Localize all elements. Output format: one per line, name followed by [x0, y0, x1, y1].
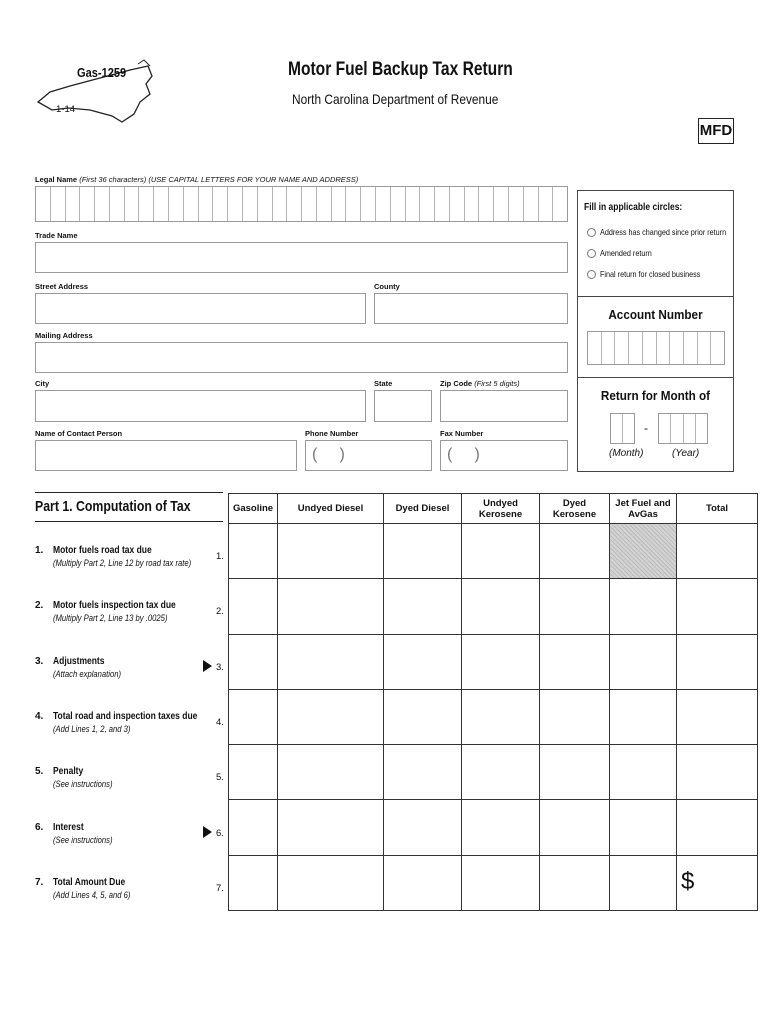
panel-divider-1 — [577, 296, 734, 297]
amended-return-label: Amended return — [600, 248, 652, 258]
legal-name-char-cell[interactable] — [435, 187, 450, 221]
year-digit-cell[interactable] — [684, 414, 696, 443]
account-digit-cell[interactable] — [711, 332, 724, 364]
legal-name-char-cell[interactable] — [376, 187, 391, 221]
col-header-dyed-diesel: Dyed Diesel — [384, 494, 462, 524]
part1-title: Part 1. Computation of Tax — [35, 498, 191, 515]
legal-name-char-cell[interactable] — [406, 187, 421, 221]
year-digit-cell[interactable] — [659, 414, 671, 443]
line-number: 1. — [35, 545, 44, 556]
legal-name-char-cell[interactable] — [465, 187, 480, 221]
line-7-gasoline-cell[interactable] — [229, 855, 278, 910]
line-2-jet-fuel-avgas-cell[interactable] — [610, 579, 677, 634]
line-3-gasoline-cell[interactable] — [229, 634, 278, 689]
year-digit-cell[interactable] — [671, 414, 683, 443]
col-header-undyed-diesel: Undyed Diesel — [278, 494, 384, 524]
line-5-gasoline-cell[interactable] — [229, 745, 278, 800]
city-field[interactable] — [35, 390, 366, 422]
account-number-field[interactable] — [587, 331, 725, 365]
account-digit-cell[interactable] — [698, 332, 712, 364]
month-digit-cell[interactable] — [611, 414, 623, 443]
line-3-jet-fuel-avgas-cell[interactable] — [610, 634, 677, 689]
legal-name-char-cell[interactable] — [332, 187, 347, 221]
account-digit-cell[interactable] — [629, 332, 643, 364]
line-instruction: (Multiply Part 2, Line 13 by .0025) — [53, 613, 168, 624]
month-caption: (Month) — [609, 448, 644, 459]
line-title: Motor fuels inspection tax due — [53, 600, 176, 612]
legal-name-char-cell[interactable] — [346, 187, 361, 221]
line-3-undyed-kerosene-cell[interactable] — [462, 634, 540, 689]
line-instruction: (See instructions) — [53, 779, 113, 790]
address-changed-circle[interactable] — [587, 228, 596, 237]
line-4-undyed-diesel-cell[interactable] — [278, 689, 384, 744]
line-5-undyed-diesel-cell[interactable] — [278, 745, 384, 800]
line-6-dyed-diesel-cell[interactable] — [384, 800, 462, 855]
line-7-total-cell[interactable] — [677, 855, 758, 910]
legal-name-char-cell[interactable] — [95, 187, 110, 221]
tax-grid — [228, 493, 758, 911]
line-6-jet-fuel-avgas-cell[interactable] — [610, 800, 677, 855]
line-title: Total road and inspection taxes due — [53, 710, 198, 722]
part1-title-rule-top — [35, 492, 223, 493]
state-label: State — [374, 379, 393, 388]
line-instruction: (Add Lines 4, 5, and 6) — [53, 889, 131, 900]
trade-name-label: Trade Name — [35, 231, 78, 240]
line-7-ref: 7. — [216, 882, 224, 894]
table-row — [229, 524, 758, 579]
pointer-arrow-icon — [203, 660, 212, 672]
legal-name-char-cell[interactable] — [258, 187, 273, 221]
table-row — [229, 855, 758, 910]
line-instruction: (See instructions) — [53, 834, 113, 845]
line-2-dyed-kerosene-cell[interactable] — [540, 579, 610, 634]
col-header-undyed-kerosene: Undyed Kerosene — [462, 494, 540, 524]
form-code-box — [698, 118, 734, 144]
legal-name-char-cell[interactable] — [66, 187, 81, 221]
table-row — [229, 745, 758, 800]
final-return-circle[interactable] — [587, 270, 596, 279]
line-5-total-cell[interactable] — [677, 745, 758, 800]
line-7-dyed-diesel-cell[interactable] — [384, 855, 462, 910]
agency-name: North Carolina Department of Revenue — [292, 91, 499, 107]
line-2-undyed-diesel-cell[interactable] — [278, 579, 384, 634]
col-header-gasoline: Gasoline — [229, 494, 278, 524]
county-label: County — [374, 282, 400, 291]
year-field[interactable] — [658, 413, 708, 444]
legal-name-char-cell[interactable] — [213, 187, 228, 221]
line-number: 2. — [35, 600, 44, 612]
legal-name-char-cell[interactable] — [479, 187, 494, 221]
legal-name-char-cell[interactable] — [553, 187, 567, 221]
line-instruction: (Multiply Part 2, Line 12 by road tax rate) — [53, 558, 192, 568]
phone-field[interactable] — [305, 440, 432, 471]
line-2-gasoline-cell[interactable] — [229, 579, 278, 634]
line-4-dyed-diesel-cell[interactable] — [384, 689, 462, 744]
line-2-undyed-kerosene-cell[interactable] — [462, 579, 540, 634]
line-4-undyed-kerosene-cell[interactable] — [462, 689, 540, 744]
legal-name-char-cell[interactable] — [302, 187, 317, 221]
line-6-undyed-kerosene-cell[interactable] — [462, 800, 540, 855]
legal-name-char-cell[interactable] — [273, 187, 288, 221]
mailing-address-label: Mailing Address — [35, 331, 93, 340]
contact-name-field[interactable] — [35, 440, 297, 471]
line-4-ref: 4. — [216, 716, 224, 728]
zip-field[interactable] — [440, 390, 568, 422]
legal-name-char-cell[interactable] — [228, 187, 243, 221]
line-1-dyed-kerosene-cell[interactable] — [540, 524, 610, 579]
line-6-dyed-kerosene-cell[interactable] — [540, 800, 610, 855]
line-1-gasoline-cell[interactable] — [229, 524, 278, 579]
legal-name-char-cell[interactable] — [169, 187, 184, 221]
line-instruction: (Add Lines 1, 2, and 3) — [53, 723, 131, 734]
line-4-jet-fuel-avgas-cell[interactable] — [610, 689, 677, 744]
phone-label: Phone Number — [305, 429, 359, 438]
table-row — [229, 800, 758, 855]
line-7-jet-fuel-avgas-cell[interactable] — [610, 855, 677, 910]
line-1-dyed-diesel-cell[interactable] — [384, 524, 462, 579]
line-6-undyed-diesel-cell[interactable] — [278, 800, 384, 855]
account-digit-cell[interactable] — [670, 332, 684, 364]
street-address-label: Street Address — [35, 282, 89, 291]
col-header-dyed-kerosene: Dyed Kerosene — [540, 494, 610, 524]
line-3-undyed-diesel-cell[interactable] — [278, 634, 384, 689]
legal-name-char-cell[interactable] — [391, 187, 406, 221]
circles-title: Fill in applicable circles: — [584, 202, 683, 213]
line-title: Interest — [53, 821, 84, 833]
line-1-undyed-kerosene-cell[interactable] — [462, 524, 540, 579]
legal-name-char-cell[interactable] — [199, 187, 214, 221]
line-number: 5. — [35, 766, 44, 778]
line-4-dyed-kerosene-cell[interactable] — [540, 689, 610, 744]
account-digit-cell[interactable] — [684, 332, 698, 364]
legal-name-char-cell[interactable] — [509, 187, 524, 221]
account-digit-cell[interactable] — [657, 332, 671, 364]
line-7-dyed-kerosene-cell[interactable] — [540, 855, 610, 910]
account-number-label: Account Number — [608, 307, 703, 322]
line-2-total-cell[interactable] — [677, 579, 758, 634]
account-digit-cell[interactable] — [602, 332, 616, 364]
line-6-ref: 6. — [216, 827, 224, 839]
line-title: Penalty — [53, 766, 84, 778]
legal-name-field[interactable] — [35, 186, 568, 222]
line-3-dyed-diesel-cell[interactable] — [384, 634, 462, 689]
zip-label: Zip Code (First 5 digits) — [440, 379, 520, 388]
legal-name-char-cell[interactable] — [80, 187, 95, 221]
fax-field[interactable] — [440, 440, 568, 471]
form-id: Gas-1259 — [77, 65, 127, 80]
line-number: 3. — [35, 655, 44, 667]
line-2-ref: 2. — [216, 606, 224, 618]
state-field[interactable] — [374, 390, 432, 422]
table-row — [229, 634, 758, 689]
line-3-total-cell[interactable] — [677, 634, 758, 689]
street-address-field[interactable] — [35, 293, 366, 324]
line-7-undyed-diesel-cell[interactable] — [278, 855, 384, 910]
part1-title-rule-bottom — [35, 521, 223, 522]
legal-name-char-cell[interactable] — [317, 187, 332, 221]
contact-name-label: Name of Contact Person — [35, 429, 123, 438]
legal-name-char-cell[interactable] — [420, 187, 435, 221]
legal-name-char-cell[interactable] — [450, 187, 465, 221]
form-title: Motor Fuel Backup Tax Return — [288, 59, 513, 80]
col-header-total: Total — [677, 494, 758, 524]
county-field[interactable] — [374, 293, 568, 324]
month-digit-cell[interactable] — [623, 414, 634, 443]
period-dash: - — [644, 421, 648, 435]
legal-name-char-cell[interactable] — [361, 187, 376, 221]
line-1-total-cell[interactable] — [677, 524, 758, 579]
account-digit-cell[interactable] — [643, 332, 657, 364]
line-4-gasoline-cell[interactable] — [229, 689, 278, 744]
line-5-dyed-kerosene-cell[interactable] — [540, 745, 610, 800]
line-1-ref: 1. — [216, 551, 224, 562]
legal-name-char-cell[interactable] — [125, 187, 140, 221]
line-5-ref: 5. — [216, 772, 224, 784]
account-digit-cell[interactable] — [588, 332, 602, 364]
legal-name-char-cell[interactable] — [51, 187, 66, 221]
legal-name-char-cell[interactable] — [243, 187, 258, 221]
line-title: Adjustments — [53, 655, 105, 667]
line-7-undyed-kerosene-cell[interactable] — [462, 855, 540, 910]
line-instruction: (Attach explanation) — [53, 668, 122, 679]
legal-name-char-cell[interactable] — [287, 187, 302, 221]
form-revision: 1-14 — [56, 104, 76, 115]
year-digit-cell[interactable] — [696, 414, 707, 443]
line-5-dyed-diesel-cell[interactable] — [384, 745, 462, 800]
return-month-label: Return for Month of — [600, 388, 711, 403]
trade-name-field[interactable] — [35, 242, 568, 273]
address-changed-label: Address has changed since prior return — [600, 227, 727, 237]
line-6-total-cell[interactable] — [677, 800, 758, 855]
line-4-total-cell[interactable] — [677, 689, 758, 744]
table-row — [229, 579, 758, 634]
dollar-sign: $ — [681, 867, 695, 895]
line-title: Total Amount Due — [53, 876, 126, 888]
form-code: MFD — [699, 122, 733, 139]
table-row — [229, 689, 758, 744]
line-6-gasoline-cell[interactable] — [229, 800, 278, 855]
account-digit-cell[interactable] — [615, 332, 629, 364]
line-2-dyed-diesel-cell[interactable] — [384, 579, 462, 634]
col-header-jet-fuel-avgas: Jet Fuel and AvGas — [610, 494, 677, 524]
legal-name-char-cell[interactable] — [154, 187, 169, 221]
line-5-jet-fuel-avgas-cell[interactable] — [610, 745, 677, 800]
month-field[interactable] — [610, 413, 635, 444]
mailing-address-field[interactable] — [35, 342, 568, 373]
line-number: 6. — [35, 821, 44, 833]
line-1-jet-fuel-avgas-cell — [610, 524, 677, 579]
fax-area-parens-icon: ( ) — [447, 446, 480, 463]
legal-name-char-cell[interactable] — [494, 187, 509, 221]
amended-return-circle[interactable] — [587, 249, 596, 258]
legal-name-char-cell[interactable] — [139, 187, 154, 221]
legal-name-char-cell[interactable] — [184, 187, 199, 221]
line-3-ref: 3. — [216, 661, 224, 673]
legal-name-char-cell[interactable] — [110, 187, 125, 221]
legal-name-char-cell[interactable] — [524, 187, 539, 221]
line-3-dyed-kerosene-cell[interactable] — [540, 634, 610, 689]
line-title: Motor fuels road tax due — [53, 545, 152, 556]
phone-area-parens-icon: ( ) — [312, 446, 345, 463]
line-1-undyed-diesel-cell[interactable] — [278, 524, 384, 579]
city-label: City — [35, 379, 50, 388]
line-number: 7. — [35, 876, 44, 888]
legal-name-char-cell[interactable] — [36, 187, 51, 221]
pointer-arrow-icon — [203, 826, 212, 838]
line-5-undyed-kerosene-cell[interactable] — [462, 745, 540, 800]
legal-name-label: Legal Name (First 36 characters) (USE CAPITAL LETTERS FOR YOUR NAME AND ADDRESS) — [35, 175, 359, 184]
panel-divider-2 — [577, 377, 734, 378]
final-return-label: Final return for closed business — [600, 269, 701, 279]
legal-name-char-cell[interactable] — [539, 187, 554, 221]
line-number: 4. — [35, 710, 44, 722]
fax-label: Fax Number — [440, 429, 484, 438]
year-caption: (Year) — [672, 448, 700, 459]
